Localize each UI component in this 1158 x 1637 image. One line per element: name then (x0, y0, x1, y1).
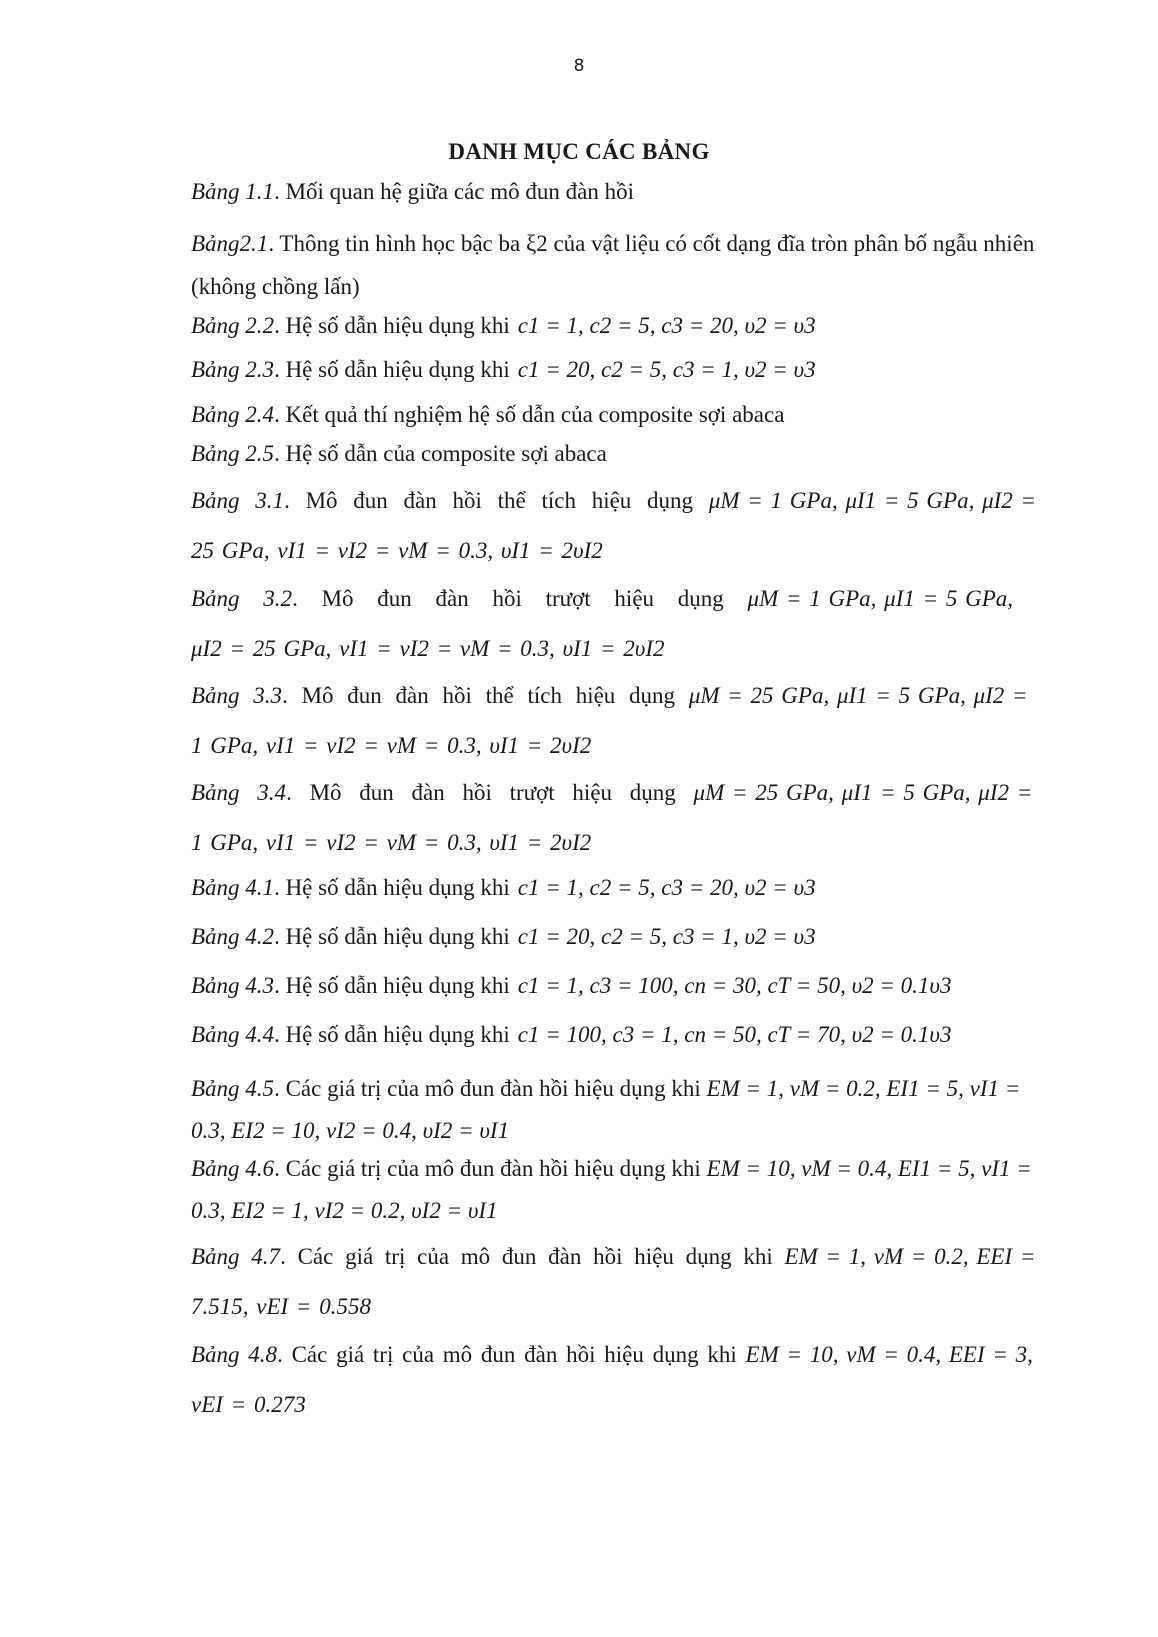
list-item: Bảng 2.2. Hệ số dẫn hiệu dụng khi c1 = 1, c2 = 5, c3 = 20, υ2 = υ3 (191, 313, 816, 338)
entry-label: Bảng 4.8 (191, 1342, 278, 1367)
entry-text: Hệ số dẫn hiệu dụng khi (285, 1022, 510, 1047)
list-item: Bảng 2.5. Hệ số dẫn của composite sợi abaca (191, 441, 607, 466)
entry-label: Bảng 3.1 (191, 488, 285, 513)
entry-label: Bảng2.1 (191, 231, 269, 256)
entry-formula: c1 = 20, c2 = 5, c3 = 1, υ2 = υ3 (517, 924, 816, 949)
entry-text: Hệ số dẫn hiệu dụng khi (285, 875, 510, 900)
list-item: Bảng 2.3. Hệ số dẫn hiệu dụng khi c1 = 20, c2 = 5, c3 = 1, υ2 = υ3 (191, 357, 816, 382)
list-item: Bảng 3.3. Mô đun đàn hồi thể tích hiệu dụng μM = 25 GPa, μI1 = 5 GPa, μI2 = 1 GPa, νI1 = νI2 = νM = 0.3, υI1 = 2υI2 (191, 683, 1028, 758)
entry-label: Bảng 4.1 (191, 875, 275, 900)
list-item: Bảng 4.6. Các giá trị của mô đun đàn hồi hiệu dụng khi EM = 10, νM = 0.4, EI1 = 5, νI1 = 0.3, EI2 = 1, νI2 = 0.2, υI2 = υI1 (191, 1156, 1032, 1223)
entry-label: Bảng 3.2 (191, 586, 293, 611)
entry-text: Các giá trị của mô đun đàn hồi hiệu dụng khi (285, 1076, 701, 1101)
list-item: Bảng 4.1. Hệ số dẫn hiệu dụng khi c1 = 1, c2 = 5, c3 = 20, υ2 = υ3 (191, 875, 816, 900)
entry-formula: c1 = 1, c2 = 5, c3 = 20, υ2 = υ3 (517, 313, 816, 338)
entry-formula: EM = 10, νM = 0.4, EI1 = 5, νI1 = 0.3, EI2 = 1, νI2 = 0.2, υI2 = υI1 (191, 1156, 1032, 1223)
list-item: Bảng 1.1. Mối quan hệ giữa các mô đun đàn hồi (191, 179, 634, 204)
entry-label: Bảng 2.3 (191, 357, 275, 382)
entry-formula: c1 = 1, c3 = 100, cn = 30, cT = 50, υ2 = 0.1υ3 (517, 973, 952, 998)
entry-label: Bảng 2.4 (191, 402, 275, 427)
entry-label: Bảng 4.2 (191, 924, 275, 949)
entry-formula: EM = 1, νM = 0.2, EI1 = 5, νI1 = 0.3, EI2 = 10, νI2 = 0.4, υI2 = υI1 (191, 1076, 1021, 1143)
list-item: Bảng 4.5. Các giá trị của mô đun đàn hồi hiệu dụng khi EM = 1, νM = 0.2, EI1 = 5, νI1 = 0.3, EI2 = 10, νI2 = 0.4, υI2 = υI1 (191, 1076, 1021, 1143)
entry-text: Mối quan hệ giữa các mô đun đàn hồi (285, 179, 634, 204)
entry-formula: EM = 1, νM = 0.2, EEI = 7.515, νEI = 0.558 (191, 1244, 1036, 1319)
list-item: Bảng 3.1. Mô đun đàn hồi thể tích hiệu dụng μM = 1 GPa, μI1 = 5 GPa, μI2 = 25 GPa, νI1 = νI2 = νM = 0.3, υI1 = 2υI2 (191, 488, 1037, 563)
entry-label: Bảng 3.3 (191, 683, 283, 708)
entry-text: Hệ số dẫn hiệu dụng khi (285, 357, 510, 382)
entry-formula: μM = 1 GPa, μI1 = 5 GPa, μI2 = 25 GPa, νI1 = νI2 = νM = 0.3, υI1 = 2υI2 (191, 488, 1037, 563)
entry-formula: c1 = 20, c2 = 5, c3 = 1, υ2 = υ3 (517, 357, 816, 382)
entry-text: Mô đun đàn hồi trượt hiệu dụng (309, 780, 676, 805)
entry-label: Bảng 4.3 (191, 973, 275, 998)
entry-formula: c1 = 100, c3 = 1, cn = 50, cT = 70, υ2 = 0.1υ3 (517, 1022, 952, 1047)
entry-formula: c1 = 1, c2 = 5, c3 = 20, υ2 = υ3 (517, 875, 816, 900)
entry-text: Các giá trị của mô đun đàn hồi hiệu dụng khi (285, 1156, 701, 1181)
entry-formula: μM = 25 GPa, μI1 = 5 GPa, μI2 = 1 GPa, νI1 = νI2 = νM = 0.3, υI1 = 2υI2 (191, 683, 1028, 758)
entry-text: Thông tin hình học bậc ba ξ2 của vật liệu có cốt dạng đĩa tròn phân bố ngẫu nhiên (không chồng lấn) (191, 231, 1035, 299)
entry-text: Kết quả thí nghiệm hệ số dẫn của composite sợi abaca (285, 402, 785, 427)
entry-formula: EM = 10, νM = 0.4, EEI = 3, νEI = 0.273 (191, 1342, 1033, 1417)
entry-label: Bảng 4.5 (191, 1076, 275, 1101)
entry-label: Bảng 3.4 (191, 780, 287, 805)
list-item: Bảng 4.7. Các giá trị của mô đun đàn hồi hiệu dụng khi EM = 1, νM = 0.2, EEI = 7.515, νEI = 0.558 (191, 1244, 1036, 1319)
list-item: Bảng 4.3. Hệ số dẫn hiệu dụng khi c1 = 1, c3 = 100, cn = 30, cT = 50, υ2 = 0.1υ3 (191, 973, 952, 998)
page-number: 8 (573, 56, 585, 76)
entry-label: Bảng 1.1 (191, 179, 275, 204)
list-item: Bảng2.1. Thông tin hình học bậc ba ξ2 của vật liệu có cốt dạng đĩa tròn phân bố ngẫu nhiên (không chồng lấn) (191, 231, 1035, 299)
entry-text: Các giá trị của mô đun đàn hồi hiệu dụng khi (291, 1342, 737, 1367)
entry-text: Hệ số dẫn hiệu dụng khi (285, 313, 510, 338)
entry-label: Bảng 2.5 (191, 441, 275, 466)
entry-label: Bảng 4.7 (191, 1244, 281, 1269)
entry-formula: μM = 25 GPa, μI1 = 5 GPa, μI2 = 1 GPa, νI1 = νI2 = νM = 0.3, υI1 = 2υI2 (191, 780, 1033, 855)
entry-text: Hệ số dẫn hiệu dụng khi (285, 973, 510, 998)
entry-text: Hệ số dẫn của composite sợi abaca (285, 441, 607, 466)
list-item: Bảng 4.2. Hệ số dẫn hiệu dụng khi c1 = 20, c2 = 5, c3 = 1, υ2 = υ3 (191, 924, 816, 949)
list-item: Bảng 3.4. Mô đun đàn hồi trượt hiệu dụng μM = 25 GPa, μI1 = 5 GPa, μI2 = 1 GPa, νI1 = νI2 = νM = 0.3, υI1 = 2υI2 (191, 780, 1033, 855)
entry-text: Mô đun đàn hồi thể tích hiệu dụng (305, 488, 694, 513)
list-item: Bảng 3.2. Mô đun đàn hồi trượt hiệu dụng μM = 1 GPa, μI1 = 5 GPa, μI2 = 25 GPa, νI1 = νI2 = νM = 0.3, υI1 = 2υI2 (191, 586, 1014, 661)
entry-label: Bảng 4.4 (191, 1022, 275, 1047)
list-item: Bảng 2.4. Kết quả thí nghiệm hệ số dẫn của composite sợi abaca (191, 402, 785, 427)
entry-formula: μM = 1 GPa, μI1 = 5 GPa, μI2 = 25 GPa, νI1 = νI2 = νM = 0.3, υI1 = 2υI2 (191, 586, 1014, 661)
list-item: Bảng 4.4. Hệ số dẫn hiệu dụng khi c1 = 100, c3 = 1, cn = 50, cT = 70, υ2 = 0.1υ3 (191, 1022, 952, 1047)
entry-label: Bảng 2.2 (191, 313, 275, 338)
entry-label: Bảng 4.6 (191, 1156, 275, 1181)
list-item: Bảng 4.8. Các giá trị của mô đun đàn hồi hiệu dụng khi EM = 10, νM = 0.4, EEI = 3, νEI = 0.273 (191, 1342, 1033, 1417)
entry-text: Hệ số dẫn hiệu dụng khi (285, 924, 510, 949)
entry-text: Mô đun đàn hồi trượt hiệu dụng (321, 586, 724, 611)
entry-text: Các giá trị của mô đun đàn hồi hiệu dụng khi (297, 1244, 773, 1269)
page-title: DANH MỤC CÁC BẢNG (448, 139, 710, 164)
entry-text: Mô đun đàn hồi thể tích hiệu dụng (301, 683, 676, 708)
